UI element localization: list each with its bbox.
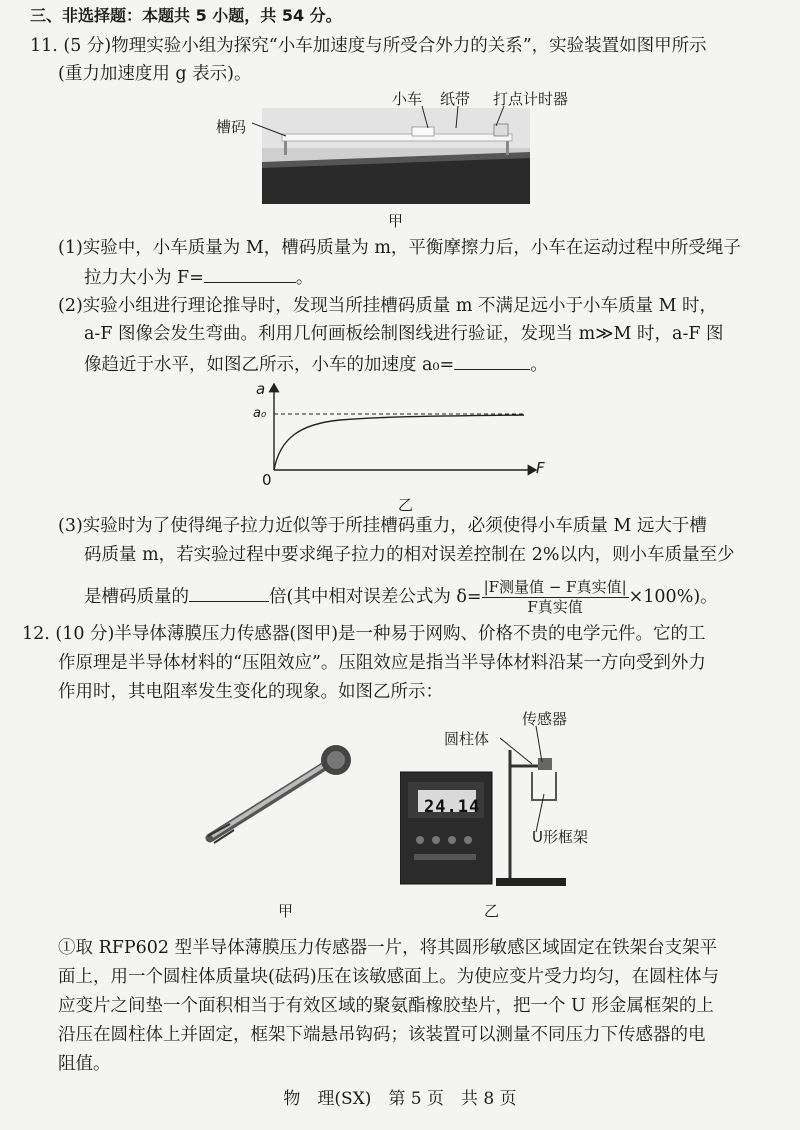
q12-step-line-2: 面上，用一个圆柱体质量块(砝码)压在该敏感面上。为使应变片受力均匀，在圆柱体与 [58, 967, 720, 987]
figure-jia-caption: 甲 [388, 212, 404, 230]
answer-blank-1[interactable] [204, 264, 296, 283]
q11-p1-text: 拉力大小为 F= [84, 268, 204, 288]
figure-yi-caption: 乙 [398, 496, 414, 514]
q11-p3-line-3 [84, 576, 718, 618]
q11-intro-line-1: 11. (5 分)物理实验小组为探究“小车加速度与所受合外力的关系”，实验装置如图甲所示 [30, 36, 707, 56]
q11-p3-line-1: (3)实验时为了使得绳子拉力近似等于所挂槽码重力，必须使得小车质量 M 远大于槽 [58, 516, 707, 536]
q11-intro-line-2: (重力加速度用 g 表示)。 [58, 64, 252, 84]
label-gouma: 槽码 [216, 118, 247, 136]
q11-p2-line-3 [84, 351, 548, 377]
q11-p2-line-1: (2)实验小组进行理论推导时，发现当所挂槽码质量 m 不满足远小于小车质量 M 时， [58, 296, 718, 316]
page-footer: 物 理(SX) 第 5 页 共 8 页 [283, 1089, 517, 1109]
q12-intro-line-2: 作原理是半导体材料的“压阻效应”。压阻效应是指当半导体材料沿某一方向受到外力 [58, 653, 706, 673]
label-zhidai: 纸带 [440, 90, 471, 108]
meter-display: 24.14 [424, 797, 481, 817]
q11-p3-line-2: 码质量 m，若实验过程中要求绳子拉力的相对误差控制在 2%以内，则小车质量至少 [84, 545, 735, 565]
figure-yi-graph [250, 378, 550, 488]
figure-sensor-photo [200, 740, 360, 860]
q11-p3-text-b: 倍(其中相对误差公式为 δ= [269, 587, 482, 607]
label-cylinder: 圆柱体 [444, 730, 490, 748]
section-header: 三、非选择题：本题共 5 小题，共 54 分。 [30, 6, 342, 25]
label-timer: 打点计时器 [493, 90, 569, 108]
caption-jia-12: 甲 [278, 902, 294, 920]
q11-p1-line-2 [84, 264, 313, 290]
answer-blank-2[interactable] [454, 351, 530, 370]
leader-lines-top [400, 104, 540, 134]
q11-p3-text-c: ×100%)。 [628, 587, 718, 607]
q12-step-line-4: 沿压在圆柱体上并固定，框架下端悬吊钩码；该装置可以测量不同压力下传感器的电 [58, 1025, 706, 1045]
label-xiaoche: 小车 [392, 90, 423, 108]
leader-line-gouma [250, 120, 290, 140]
fraction-numerator: |F测量值 − F真实值| [483, 578, 627, 596]
graph-a0-label: a₀ [253, 406, 267, 421]
graph-x-label: F [536, 459, 545, 477]
q11-p2-line-2: a-F 图像会发生弯曲。利用几何画板绘制图线进行验证，发现当 m≫M 时，a-F 图 [84, 324, 724, 344]
caption-yi-12: 乙 [484, 902, 500, 920]
relative-error-fraction [482, 578, 629, 617]
q11-p2-end: 。 [530, 355, 548, 375]
q12-intro-line-3: 作用时，其电阻率发生变化的现象。如图乙所示： [58, 682, 443, 702]
q12-intro-line-1: 12. (10 分)半导体薄膜压力传感器(图甲)是一种易于网购、价格不贵的电学元件。它的工 [22, 624, 706, 644]
q11-p3-text-a: 是槽码质量的 [84, 587, 189, 607]
q11-p1-line-1: (1)实验中，小车质量为 M，槽码质量为 m，平衡摩擦力后，小车在运动过程中所受绳子 [58, 238, 741, 258]
answer-blank-3[interactable] [189, 583, 269, 602]
q12-step-line-3: 应变片之间垫一个面积相当于有效区域的聚氨酯橡胶垫片，把一个 U 形金属框架的上 [58, 996, 714, 1016]
graph-origin-label: 0 [262, 471, 272, 489]
q11-p2-text: 像趋近于水平，如图乙所示，小车的加速度 a₀= [84, 355, 455, 375]
graph-y-label: a [256, 380, 266, 398]
q12-step-line-5: 阻值。 [58, 1054, 111, 1074]
label-sensor: 传感器 [522, 710, 568, 728]
q12-step-line-1: ①取 RFP602 型半导体薄膜压力传感器一片，将其圆形敏感区域固定在铁架台支架平 [58, 938, 718, 958]
leader-lines-apparatus [490, 722, 560, 842]
q11-p1-end: 。 [295, 268, 314, 288]
label-uframe: U形框架 [532, 828, 588, 846]
fraction-denominator: F真实值 [527, 598, 583, 616]
